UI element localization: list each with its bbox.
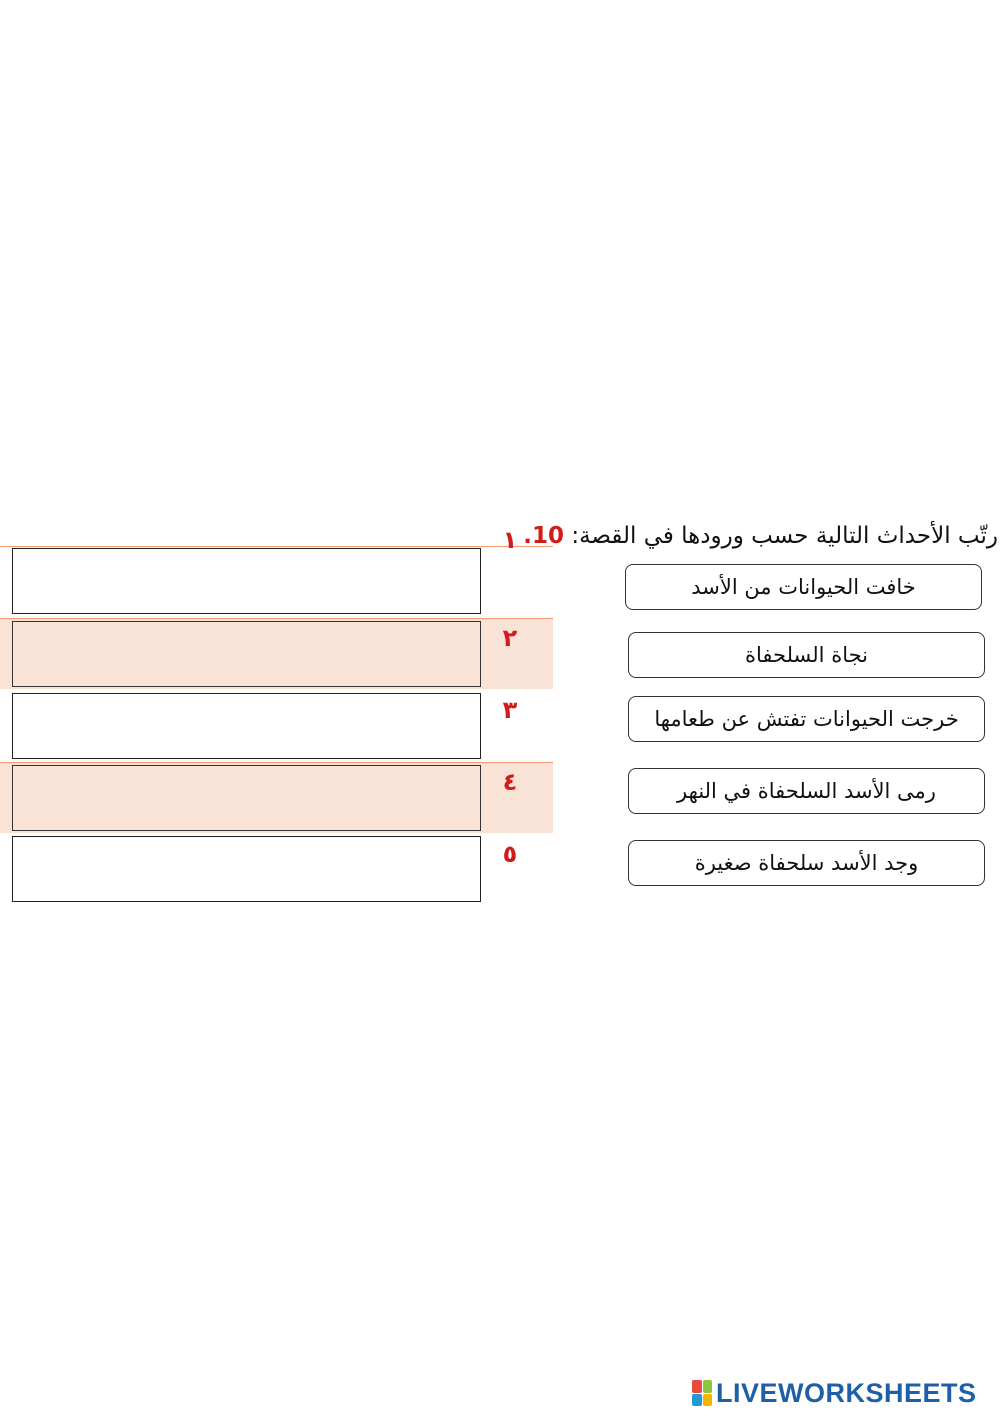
liveworksheets-logo-icon — [692, 1380, 712, 1406]
question-text: رتّب الأحداث التالية حسب ورودها في القصة: — [571, 523, 998, 549]
answer-drop-box-5[interactable] — [12, 836, 481, 902]
event-card-2[interactable] — [628, 632, 985, 678]
event-card-5[interactable] — [628, 840, 985, 886]
question-number: 10. — [523, 523, 565, 549]
event-card-3[interactable] — [628, 696, 985, 742]
slot-number-5: ٥ — [502, 840, 518, 868]
question-heading — [523, 518, 998, 554]
liveworksheets-brand[interactable] — [692, 1376, 977, 1410]
brand-name: LIVEWORKSHEETS — [716, 1377, 977, 1408]
event-card-4[interactable] — [628, 768, 985, 814]
slot-number-1: ١ — [502, 526, 518, 554]
logo-square-2 — [703, 1380, 713, 1393]
event-card-label: خرجت الحيوانات تفتش عن طعامها — [654, 707, 959, 731]
logo-square-3 — [692, 1394, 702, 1407]
event-card-label: وجد الأسد سلحفاة صغيرة — [694, 851, 919, 875]
slot-number-3: ٣ — [502, 696, 518, 724]
answer-drop-box-3[interactable] — [12, 693, 481, 759]
header-divider — [0, 546, 553, 547]
answer-drop-box-4[interactable] — [12, 765, 481, 831]
event-card-1[interactable] — [625, 564, 982, 610]
answer-drop-box-2[interactable] — [12, 621, 481, 687]
event-card-label: نجاة السلحفاة — [745, 643, 868, 667]
logo-square-4 — [703, 1394, 713, 1407]
answer-drop-box-1[interactable] — [12, 548, 481, 614]
event-card-label: رمى الأسد السلحفاة في النهر — [677, 779, 936, 803]
slot-number-4: ٤ — [502, 768, 518, 796]
event-card-label: خافت الحيوانات من الأسد — [691, 575, 916, 599]
logo-square-1 — [692, 1380, 702, 1393]
slot-number-2: ٢ — [502, 624, 518, 652]
